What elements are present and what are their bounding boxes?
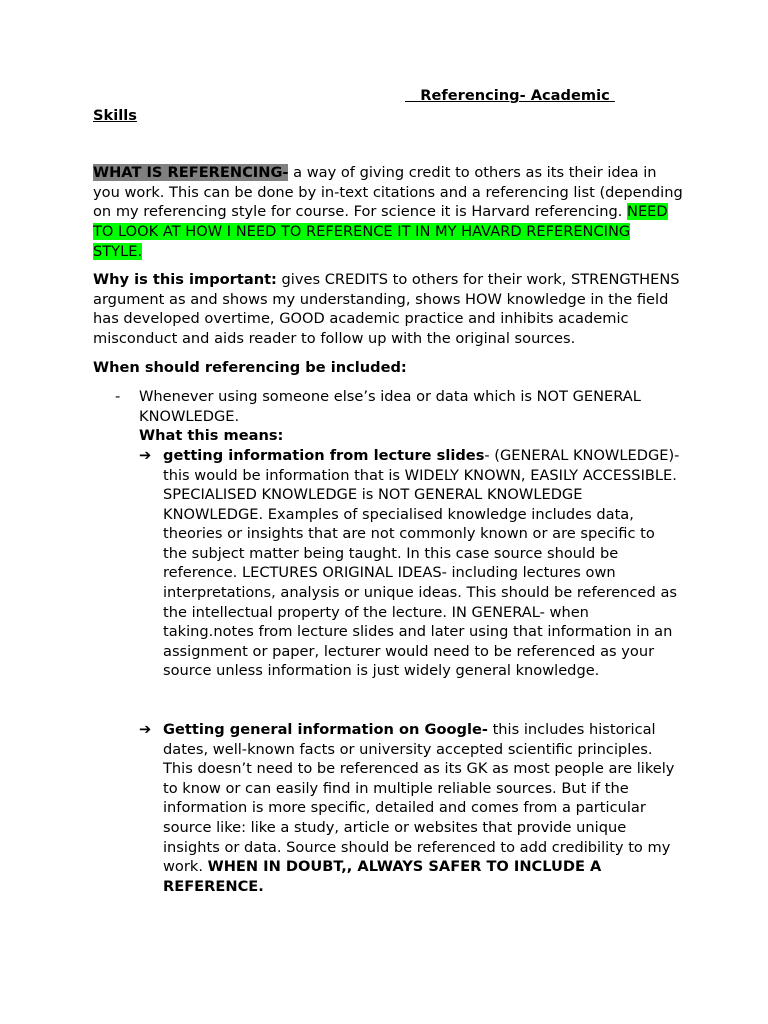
google-info-text: this includes historical dates, well-known facts or university accepted scientific principles. This doesn’t need to be referenced as its GK as most people are likely to know or can easily find in multiple reliable sources. But if the information is more specific, detailed and comes from a particular source like: like a study, article or websites that provide unique insights or data. Source should be referenced to add credibility to my work. xyxy=(163,721,675,876)
why-important-paragraph xyxy=(93,270,683,348)
when-heading: When should referencing be included: xyxy=(93,358,407,376)
lecture-slides-label: getting information from lecture slides xyxy=(163,446,485,464)
why-important-label: Why is this important: xyxy=(93,271,277,289)
what-this-means-label: What this means: xyxy=(139,427,284,445)
what-is-referencing-paragraph xyxy=(93,163,683,261)
list-item xyxy=(93,387,683,896)
google-info-bullet xyxy=(139,720,683,896)
what-is-referencing-text: a way of giving credit to others as its their idea in you work. This can be done by in-text citations and a referencing list (depending on my referencing style for course. For science it is Harvard referencing. xyxy=(93,164,683,221)
document-title: Referencing- Academic xyxy=(405,87,615,104)
arrow-right-icon: ➔ xyxy=(139,446,152,464)
why-important-text: gives CREDITS to others for their work, STRENGTHENS argument as and shows my understanding, shows HOW knowledge in the field has developed overtime, GOOD academic practice and inhibits academic misconduct and aids reader to follow up with the original sources. xyxy=(93,271,680,347)
list-item-text: Whenever using someone else’s idea or data which is NOT GENERAL KNOWLEDGE. xyxy=(139,388,641,425)
when-list xyxy=(93,387,683,896)
lecture-slides-bullet xyxy=(139,446,683,681)
google-info-label: Getting general information on Google- xyxy=(163,721,488,739)
lecture-slides-text: - (GENERAL KNOWLEDGE)- this would be information that is WIDELY KNOWN, EASILY ACCESSIBLE. SPECIALISED KNOWLEDGE is NOT GENERAL KNOWLEDGE KNOWLEDGE. Examples of specialised knowledge includes data, theories or insights that are not commonly known or are specific to the subject matter being taught. In this case source should be reference. LECTURES ORIGINAL IDEAS- including lectures own interpretations, analysis or unique ideas. This should be referenced as the intellectual property of the lecture. IN GENERAL- when taking.notes from lecture slides and later using that information in an assignment or paper, lecturer would need to be referenced as your source unless information is just widely general knowledge. xyxy=(163,446,680,680)
document-title-continuation: Skills xyxy=(93,106,137,124)
what-is-referencing-label: WHAT IS REFERENCING- xyxy=(93,164,289,182)
arrow-right-icon: ➔ xyxy=(139,721,152,739)
green-highlight-note: NEED TO LOOK AT HOW I NEED TO REFERENCE IT IN MY HAVARD REFERENCING STYLE. xyxy=(93,203,668,260)
when-in-doubt-emphasis: WHEN IN DOUBT,, ALWAYS SAFER TO INCLUDE A REFERENCE. xyxy=(163,858,602,895)
dash-bullet: - xyxy=(115,388,121,406)
title-block xyxy=(93,86,683,125)
document-page xyxy=(93,86,683,896)
